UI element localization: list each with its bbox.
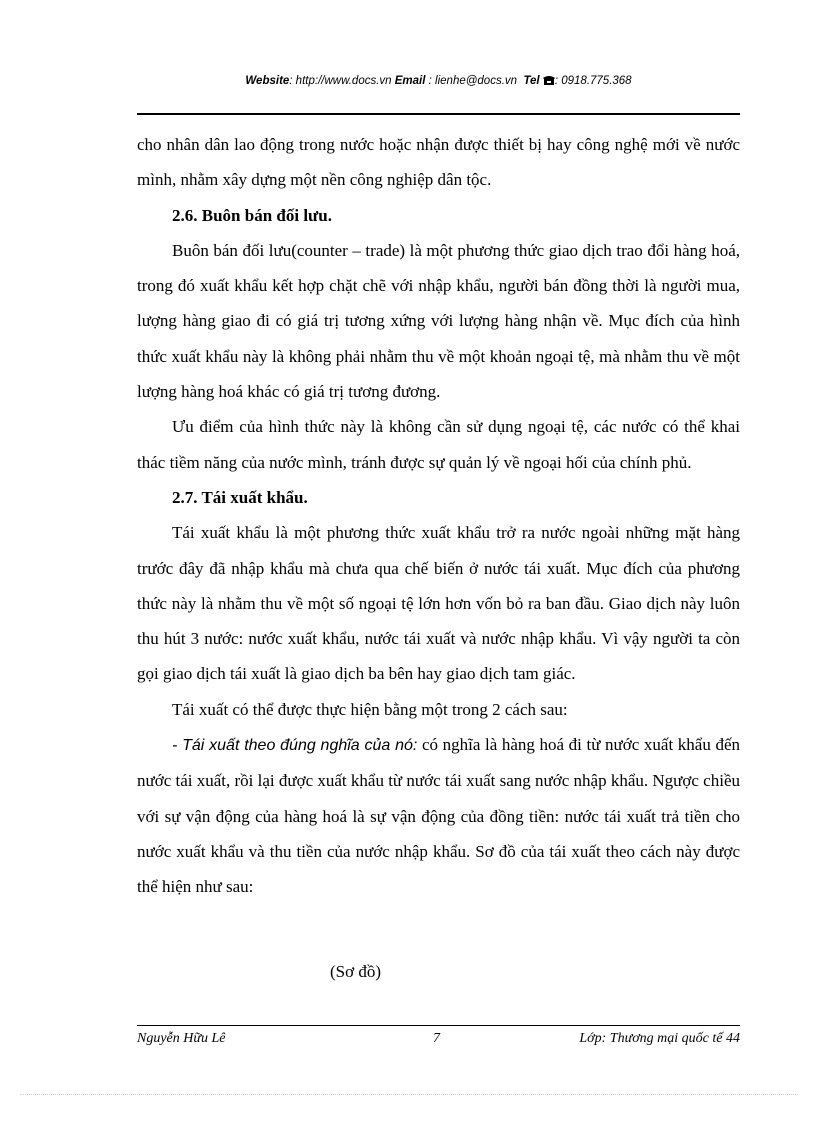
tel-value: : 0918.775.368 (554, 75, 632, 87)
paragraph-2-6-1: Buôn bán đối lưu(counter – trade) là một phương thức giao dịch trao đổi hàng hoá, trong đó xuất khẩu kết hợp chặt chẽ với nhập khẩu, người bán đồng thời là người mua, lượng hàng giao đi có giá trị tương xứng với lượng hàng nhận về. Mục đích của hình thức xuất khẩu này là không phải nhằm thu về một khoản ngoại tệ, mà nhằm thu về một lượng hàng hoá khác có giá trị tương đương. (137, 240, 740, 402)
section-heading-2-7: 2.7. Tái xuất khẩu. (172, 487, 308, 507)
paragraph-2-6-2: Ưu điểm của hình thức này là không cần sử dụng ngoại tệ, các nước có thể khai thác tiềm năng của nước mình, tránh được sự quản lý về ngoại hối của chính phủ. (137, 417, 740, 472)
footer-page-number: 7 (433, 1031, 440, 1046)
section-heading-2-6: 2.6. Buôn bán đối lưu. (172, 205, 332, 225)
website-label: Website (245, 75, 290, 87)
reexport-definition: có nghĩa là hàng hoá đi từ nước xuất khẩu đến nước tái xuất, rồi lại được xuất khẩu từ nước tái xuất sang nước nhập khẩu. Ngược chiều với sự vận động của hàng hoá là sự vận động của đồng tiền: nước tái xuất trả tiền cho nước xuất khẩu và thu tiền của nước nhập khẩu. Sơ đồ của tái xuất theo cách này được thể hiện như sau: (137, 735, 740, 897)
reexport-term: - Tái xuất theo đúng nghĩa của nó: (172, 737, 418, 755)
diagram-placeholder: (Sơ đồ) (330, 962, 382, 981)
email-label: Email (394, 75, 426, 87)
paragraph-2-7-1: Tái xuất khẩu là một phương thức xuất khẩu trở ra nước ngoài những mặt hàng trước đây đã nhập khẩu mà chưa qua chế biến ở nước tái xuất. Mục đích của phương thức này là nhằm thu về một số ngoại tệ lớn hơn vốn bỏ ra ban đầu. Giao dịch này luôn thu hút 3 nước: nước xuất khẩu, nước tái xuất và nước nhập khẩu. Vì vậy người ta còn gọi giao dịch tái xuất là giao dịch ba bên hay giao dịch tam giác. (137, 523, 740, 684)
footer-author: Nguyễn Hữu Lê (137, 1031, 226, 1046)
tel-label: Tel (523, 75, 540, 87)
footer-class: Lớp: Thương mại quốc tế 44 (579, 1031, 740, 1046)
paragraph-2-7-2: Tái xuất có thể được thực hiện bằng một trong 2 cách sau: (172, 699, 568, 719)
paragraph-2-7-3 (137, 727, 740, 904)
document-body (137, 127, 740, 905)
website-value: : http://www.docs.vn (289, 75, 392, 87)
page-edge-divider (20, 1094, 796, 1095)
email-value: : lienhe@docs.vn (428, 75, 518, 87)
phone-icon (543, 75, 555, 87)
footer-rule (137, 1025, 740, 1026)
intro-paragraph: cho nhân dân lao động trong nước hoặc nhận được thiết bị hay công nghệ mới về nước mình, nhằm xây dựng một nền công nghiệp dân tộc. (137, 135, 740, 190)
header-rule (137, 113, 740, 115)
page-header (137, 75, 740, 87)
